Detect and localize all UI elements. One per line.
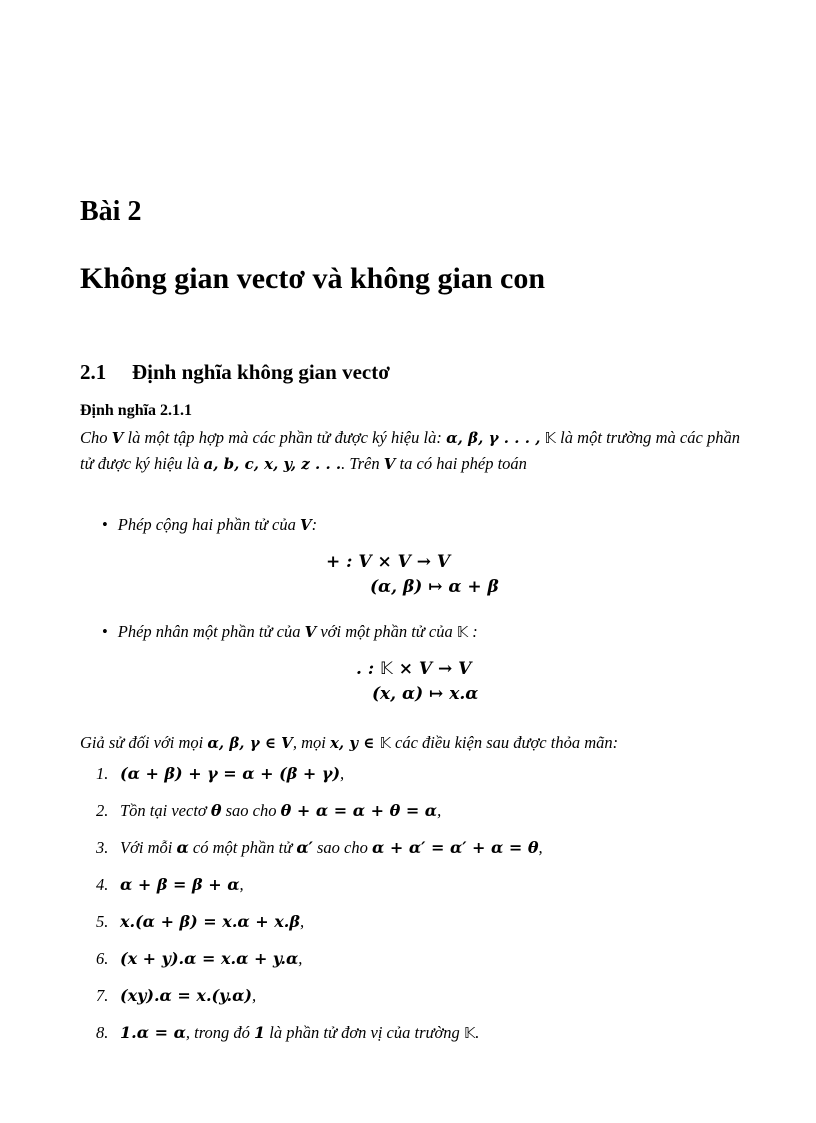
- bullet-text: Phép nhân một phần tử của: [117, 622, 305, 641]
- addition-map-line-2: (α, β) ↦ α + β: [370, 577, 499, 597]
- axiom-item: [96, 838, 756, 875]
- math-field-K: 𝕂: [463, 1024, 476, 1042]
- axiom-index: 8.: [96, 1023, 109, 1042]
- intro-text-5: ta có hai phép toán: [395, 454, 527, 473]
- map-dot-op: . :: [356, 659, 381, 679]
- axiom-punct: ,: [239, 875, 244, 894]
- scalar-map-line-1: [356, 659, 471, 679]
- axiom-text: sao cho: [221, 801, 281, 820]
- section-title: Định nghĩa không gian vectơ: [132, 360, 390, 384]
- axiom-item: [96, 986, 756, 1023]
- axiom-item: [96, 801, 756, 838]
- axiom-index: 2.: [96, 801, 109, 820]
- map-rest: × V → V: [392, 659, 472, 679]
- axiom-index: 5.: [96, 912, 109, 931]
- axiom-math: x.(α + β) = x.α + x.β: [120, 912, 300, 931]
- axiom-text: Với mỗi: [120, 838, 177, 857]
- math-V: V: [300, 516, 312, 534]
- intro-text-1: Cho: [80, 428, 112, 447]
- axiom-punct: ,: [437, 801, 442, 820]
- math-field-K: 𝕂: [380, 659, 393, 679]
- bullet-addition: [102, 515, 317, 535]
- axiom-math: α + β = β + α: [120, 875, 240, 894]
- intro-text-4: . Trên: [341, 454, 384, 473]
- bullet-dot-icon: •: [102, 515, 108, 534]
- intro-text-2: là một tập hợp mà các phần tử được ký hiệu là:: [123, 428, 447, 447]
- chapter-label: Bài 2: [80, 196, 142, 227]
- axiom-math: (x + y).α = x.α + y.α: [120, 949, 299, 968]
- axiom-index: 1.: [96, 764, 109, 783]
- axiom-math: α: [176, 838, 189, 857]
- math-field-K: 𝕂: [379, 734, 391, 752]
- addition-map-line-1: + : V × V → V: [326, 552, 451, 572]
- math-scalar-list: a, b, c, x, y, z . . .: [203, 455, 342, 473]
- bullet-text: Phép cộng hai phần tử của: [117, 515, 300, 534]
- axiom-punct: ,: [538, 838, 543, 857]
- axiom-punct: .: [475, 1023, 480, 1042]
- intro-text-3: là một trường mà các phần tử được ký hiệu là: [80, 428, 740, 473]
- assume-text-3: các điều kiện sau được thỏa mãn:: [390, 733, 619, 752]
- axiom-math: (α + β) + γ = α + (β + γ): [120, 764, 341, 783]
- scalar-map-line-2: (x, α) ↦ x.α: [372, 684, 479, 704]
- assume-text-2: , mọi: [292, 733, 330, 752]
- math-V: V: [304, 623, 317, 641]
- bullet-colon: :: [468, 622, 478, 641]
- axiom-math: θ: [210, 801, 222, 820]
- math-assume-1: α, β, γ ∈ V: [207, 734, 293, 752]
- axiom-math: 1.α = α: [120, 1023, 186, 1042]
- axiom-punct: ,: [340, 764, 345, 783]
- bullet-scalar-mult: [102, 622, 478, 642]
- axiom-math: α′: [296, 838, 313, 857]
- axiom-math: (xy).α = x.(y.α): [120, 986, 252, 1005]
- axiom-index: 6.: [96, 949, 109, 968]
- axiom-item: [96, 764, 756, 801]
- section-heading: [80, 360, 390, 385]
- assume-text-1: Giả sử đối với mọi: [80, 733, 208, 752]
- bullet-colon: :: [311, 515, 318, 534]
- math-V: V: [383, 455, 396, 473]
- axiom-index: 7.: [96, 986, 109, 1005]
- axiom-text: là phần tử đơn vị của trường: [265, 1023, 464, 1042]
- axiom-list: [96, 764, 756, 1060]
- assumption-line: [80, 730, 740, 756]
- bullet-text: với một phần tử của: [316, 622, 457, 641]
- axiom-item: [96, 1023, 756, 1060]
- axiom-punct: ,: [298, 949, 303, 968]
- definition-intro: [80, 425, 740, 477]
- axiom-text: có một phần tử: [188, 838, 297, 857]
- definition-label: Định nghĩa 2.1.1: [80, 402, 193, 419]
- math-greek-list: α, β, γ . . . ,: [446, 429, 541, 447]
- math-field-K: 𝕂: [544, 429, 556, 447]
- axiom-punct: ,: [252, 986, 257, 1005]
- axiom-text: , trong đó: [185, 1023, 255, 1042]
- math-field-K: 𝕂: [456, 623, 469, 641]
- axiom-item: [96, 875, 756, 912]
- axiom-text: sao cho: [312, 838, 372, 857]
- axiom-text: Tồn tại vectơ: [120, 801, 211, 820]
- axiom-index: 4.: [96, 875, 109, 894]
- bullet-dot-icon: •: [102, 622, 108, 641]
- axiom-math: θ + α = α + θ = α: [280, 801, 438, 820]
- axiom-index: 3.: [96, 838, 109, 857]
- axiom-math: α + α′ = α′ + α = θ: [372, 838, 539, 857]
- math-V: V: [111, 429, 124, 447]
- axiom-math: 1: [254, 1023, 266, 1042]
- chapter-title: Không gian vectơ và không gian con: [80, 262, 546, 295]
- axiom-item: [96, 949, 756, 986]
- axiom-punct: ,: [299, 912, 305, 931]
- section-number: 2.1: [80, 360, 107, 384]
- math-assume-2: x, y ∈: [329, 734, 380, 752]
- axiom-item: [96, 912, 756, 949]
